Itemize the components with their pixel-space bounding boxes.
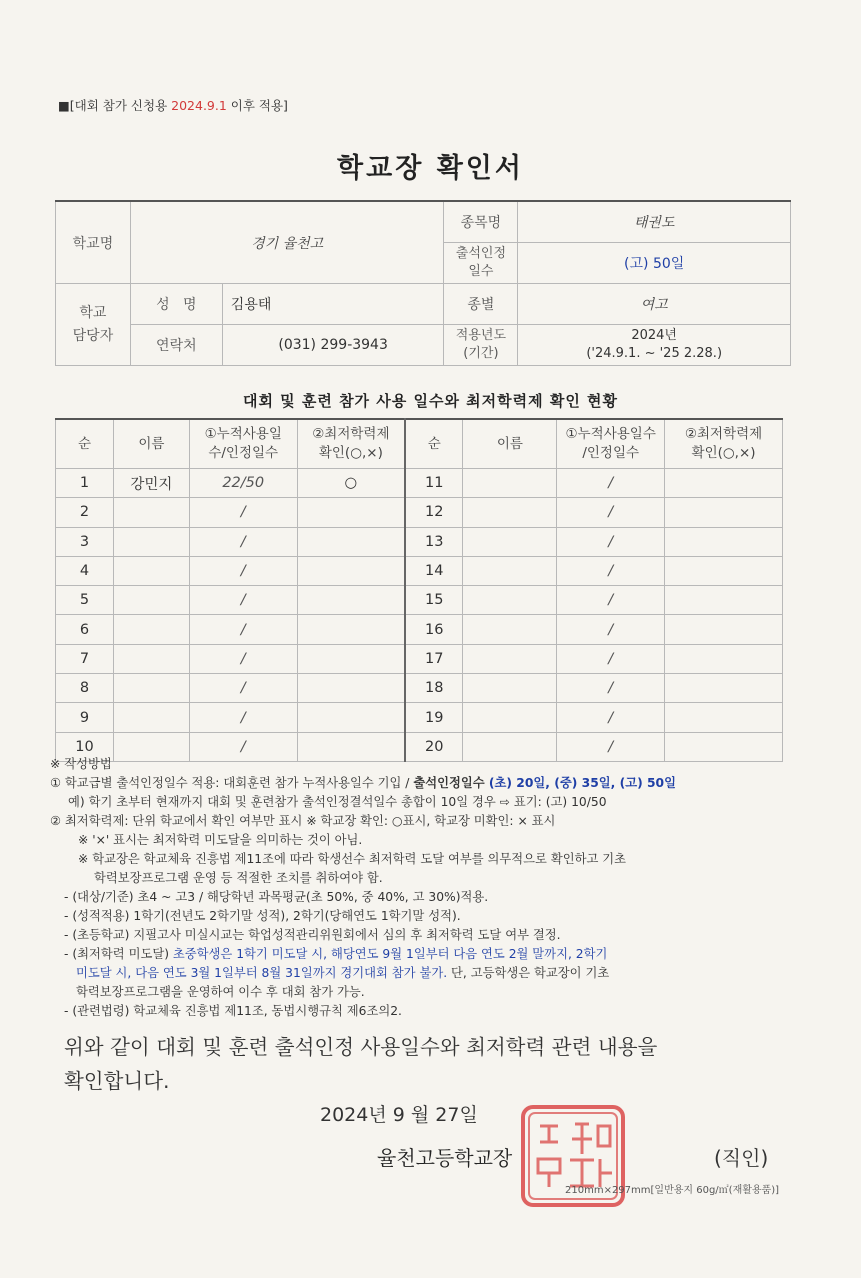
note-elementary: - (초등학교) 지필고사 미실시교는 학업성적관리위원회에서 심의 후 최저학력 도달 여부 결정. xyxy=(64,928,561,942)
info-table xyxy=(55,200,791,366)
row-no: 6 xyxy=(56,615,114,644)
confirmation-text xyxy=(64,1030,657,1098)
note-law: - (관련법령) 학교체육 진흥법 제11조, 동법시행규칙 제6조의2. xyxy=(64,1004,402,1018)
manager-label: 학교 담당자 xyxy=(56,284,131,366)
row-check xyxy=(297,615,405,644)
note-1: ① 학교급별 출석인정일수 적용: 대회훈련 참가 누적사용일수 기입 / 출석인정일수 (초) 20일, (중) 35일, (고) 50일 xyxy=(50,776,676,790)
header-check-right: ②최저학력제 확인(○,×) xyxy=(665,419,783,469)
note-grade-apply: - (성적적용) 1학기(전년도 2학기말 성적), 2학기(당해연도 1학기말 성적). xyxy=(64,909,461,923)
year-cell xyxy=(518,325,791,366)
row-no: 3 xyxy=(56,527,114,556)
row-no: 11 xyxy=(405,469,463,498)
days-value: (고) 50일 xyxy=(518,243,791,284)
row-check xyxy=(297,586,405,615)
name-value: 김용태 xyxy=(222,284,444,325)
row-days: / xyxy=(557,498,665,527)
note-1-example: 예) 학기 초부터 현재까지 대회 및 훈련참가 출석인정결석일수 총합이 10일 경우 ⇨ 표기: (고) 10/50 xyxy=(68,795,607,809)
row-check xyxy=(665,586,783,615)
row-check xyxy=(665,527,783,556)
section-title: 대회 및 훈련 참가 사용 일수와 최저학력제 확인 현황 xyxy=(242,392,619,410)
gender-value: 여고 xyxy=(518,284,791,325)
note-2-duty: ※ 학교장은 학교체육 진흥법 제11조에 따라 학생선수 최저학력 도달 여부를 의무적으로 확인하고 기초 xyxy=(78,852,627,866)
header-no-left: 순 xyxy=(56,419,114,469)
row-no: 1 xyxy=(56,469,114,498)
document-title: 학교장 확인서 xyxy=(337,153,524,184)
row-check xyxy=(665,498,783,527)
name-label: 성 명 xyxy=(130,284,222,325)
row-name: 강민지 xyxy=(113,469,189,498)
row-name xyxy=(463,556,557,585)
row-days: / xyxy=(189,703,297,732)
row-no: 17 xyxy=(405,644,463,673)
header-no-right: 순 xyxy=(405,419,463,469)
days-label: 출석인정 일수 xyxy=(444,243,518,284)
row-name xyxy=(113,644,189,673)
row-days: / xyxy=(189,556,297,585)
row-check xyxy=(665,469,783,498)
row-name xyxy=(113,556,189,585)
row-days: / xyxy=(557,556,665,585)
participation-table xyxy=(55,418,783,762)
row-no: 12 xyxy=(405,498,463,527)
row-days: / xyxy=(557,469,665,498)
row-name xyxy=(463,615,557,644)
row-days: / xyxy=(189,498,297,527)
table-row xyxy=(56,469,783,498)
row-days: / xyxy=(557,703,665,732)
row-check xyxy=(665,615,783,644)
row-check xyxy=(665,674,783,703)
row-name xyxy=(113,527,189,556)
participation-table-body xyxy=(56,419,783,761)
row-check xyxy=(297,498,405,527)
table-row xyxy=(56,527,783,556)
row-check xyxy=(297,674,405,703)
row-check xyxy=(665,556,783,585)
row-check: ○ xyxy=(297,469,405,498)
row-name xyxy=(463,498,557,527)
row-no: 13 xyxy=(405,527,463,556)
header-name-right: 이름 xyxy=(463,419,557,469)
contact-label: 연락처 xyxy=(130,325,222,366)
row-no: 19 xyxy=(405,703,463,732)
table-row xyxy=(56,556,783,585)
year-value: 2024년 xyxy=(631,328,677,344)
row-no: 8 xyxy=(56,674,114,703)
row-name xyxy=(463,703,557,732)
note-target: - (대상/기준) 초4 ~ 고3 / 해당학년 과목평균(초 50%, 중 40%, 고 30%)적용. xyxy=(64,890,489,904)
header-note-date: 2024.9.1 xyxy=(171,98,227,113)
row-no: 5 xyxy=(56,586,114,615)
row-check xyxy=(665,644,783,673)
note-2-x-mark: ※ '×' 표시는 최저학력 미도달을 의미하는 것이 아님. xyxy=(78,833,363,847)
row-days: / xyxy=(557,527,665,556)
table-row xyxy=(56,586,783,615)
row-no: 16 xyxy=(405,615,463,644)
header-days-left: ①누적사용일 수/인정일수 xyxy=(189,419,297,469)
confirmation-line-2: 확인합니다. xyxy=(64,1069,170,1093)
row-name xyxy=(463,674,557,703)
header-note-suffix: 이후 적용] xyxy=(226,98,288,113)
header-note-prefix: ■[대회 참가 신청용 xyxy=(58,98,172,113)
row-no: 15 xyxy=(405,586,463,615)
row-name xyxy=(463,469,557,498)
row-name xyxy=(113,703,189,732)
paper-spec: 210mm×297mm[일반용지 60g/㎡(재활용품)] xyxy=(565,1185,780,1196)
header-note xyxy=(58,96,288,114)
row-days: / xyxy=(557,615,665,644)
sport-label: 종목명 xyxy=(444,201,518,243)
row-check xyxy=(665,703,783,732)
row-days: / xyxy=(189,644,297,673)
period-value: ('24.9.1. ~ '25 2.28.) xyxy=(586,346,723,361)
row-no: 14 xyxy=(405,556,463,585)
table-header-row xyxy=(56,419,783,469)
header-check-left: ②최저학력제 확인(○,×) xyxy=(297,419,405,469)
year-label: 적용년도 (기간) xyxy=(444,325,518,366)
row-name xyxy=(113,586,189,615)
header-name-left: 이름 xyxy=(113,419,189,469)
note-2-duty-cont: 학력보장프로그램 운영 등 적절한 조치를 취하여야 함. xyxy=(94,871,383,885)
row-days: / xyxy=(189,674,297,703)
row-no: 18 xyxy=(405,674,463,703)
table-row xyxy=(56,498,783,527)
row-no: 20 xyxy=(405,732,463,761)
row-days: / xyxy=(189,586,297,615)
row-days: / xyxy=(557,674,665,703)
seal-note: (직인) xyxy=(714,1146,769,1170)
row-days: / xyxy=(189,732,297,761)
row-check xyxy=(297,556,405,585)
row-no: 9 xyxy=(56,703,114,732)
note-below-minimum-cont: 미도달 시, 다음 연도 3월 1일부터 8월 31일까지 경기대회 참가 불가. 단, 고등학생은 학교장이 기초 xyxy=(76,966,610,980)
row-name xyxy=(113,674,189,703)
row-days: / xyxy=(189,527,297,556)
row-days: 22/50 xyxy=(189,469,297,498)
table-row xyxy=(56,644,783,673)
row-name xyxy=(463,527,557,556)
row-days: / xyxy=(557,732,665,761)
instructions xyxy=(50,755,790,1021)
row-name xyxy=(463,586,557,615)
row-no: 7 xyxy=(56,644,114,673)
row-name xyxy=(113,498,189,527)
row-name xyxy=(463,644,557,673)
table-row xyxy=(56,703,783,732)
row-check xyxy=(297,644,405,673)
notes-heading: ※ 작성방법 xyxy=(50,757,112,771)
note-2: ② 최저학력제: 단위 학교에서 확인 여부만 표시 ※ 학교장 확인: ○표시, 학교장 미확인: × 표시 xyxy=(50,814,556,828)
gender-label: 종별 xyxy=(444,284,518,325)
row-no: 10 xyxy=(56,732,114,761)
confirmation-line-1: 위와 같이 대회 및 훈련 출석인정 사용일수와 최저학력 관련 내용을 xyxy=(64,1035,658,1059)
row-no: 2 xyxy=(56,498,114,527)
row-days: / xyxy=(557,586,665,615)
header-days-right: ①누적사용일수 /인정일수 xyxy=(557,419,665,469)
table-row xyxy=(56,615,783,644)
row-days: / xyxy=(557,644,665,673)
row-check xyxy=(297,527,405,556)
contact-value: (031) 299-3943 xyxy=(222,325,444,366)
school-label: 학교명 xyxy=(56,201,131,284)
sport-value: 태권도 xyxy=(518,201,791,243)
table-row xyxy=(56,674,783,703)
note-below-minimum: - (최저학력 미도달) 초중학생은 1학기 미도달 시, 해당연도 9월 1일부터 다음 연도 2월 말까지, 2학기 xyxy=(64,947,608,961)
note-below-minimum-cont2: 학력보장프로그램을 운영하여 이수 후 대회 참가 가능. xyxy=(76,985,365,999)
principal-signature: 율천고등학교장 xyxy=(377,1146,513,1170)
row-check xyxy=(297,703,405,732)
school-value: 경기 율천고 xyxy=(130,201,444,284)
row-days: / xyxy=(189,615,297,644)
row-name xyxy=(113,615,189,644)
row-no: 4 xyxy=(56,556,114,585)
issue-date: 2024년 9 월 27일 xyxy=(320,1104,478,1126)
